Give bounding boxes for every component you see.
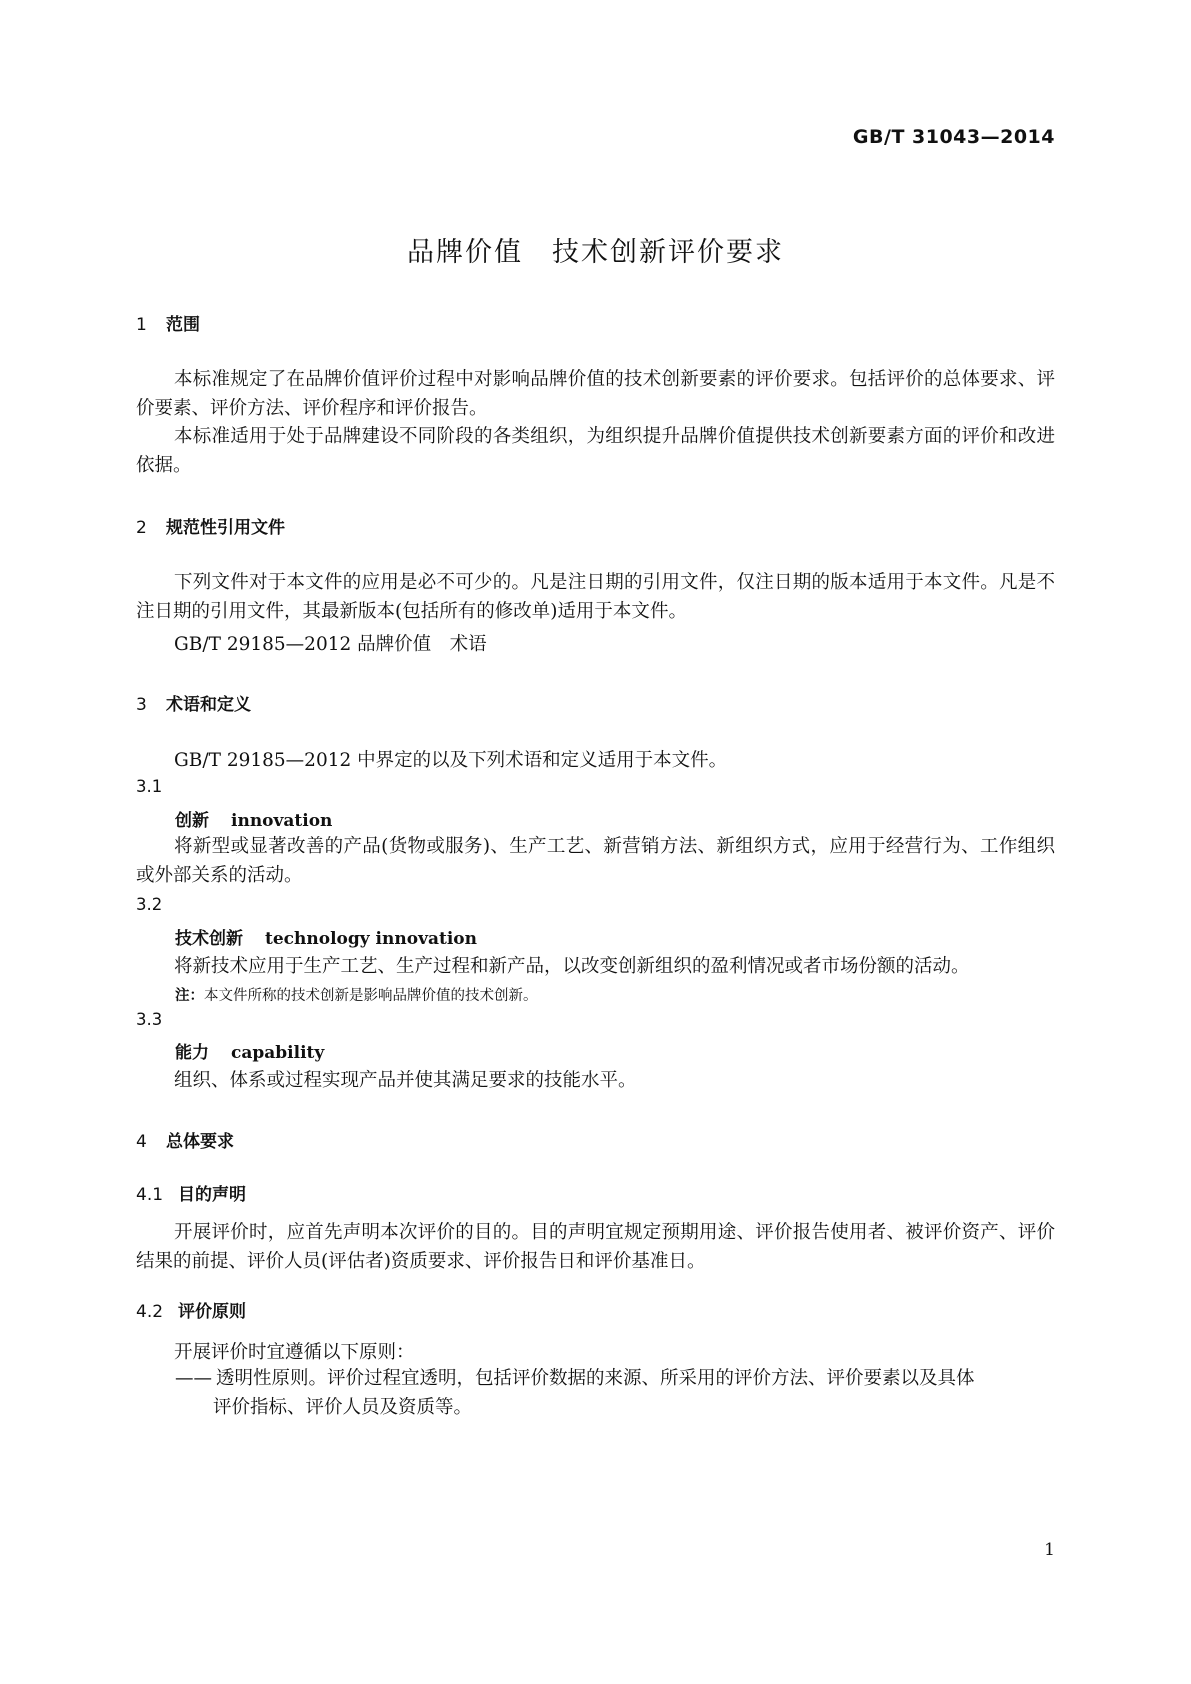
standard-code: GB/T 31043—2014 <box>852 126 1055 148</box>
note-text: 本文件所称的技术创新是影响品牌价值的技术创新。 <box>204 988 538 1004</box>
section-4-heading <box>136 1127 234 1152</box>
section-number: 4 <box>136 1132 147 1152</box>
section-title: 范围 <box>166 315 200 335</box>
subsection-number: 4.2 <box>136 1302 164 1322</box>
term-number: 3.2 <box>136 895 163 914</box>
term-zh: 创新 <box>175 811 209 831</box>
term-number: 3.1 <box>136 777 163 796</box>
subsection-4-1-heading <box>136 1180 246 1205</box>
term-number: 3.3 <box>136 1010 163 1029</box>
section-2-heading <box>136 513 285 538</box>
list-item-continuation: 评价指标、评价人员及资质等。 <box>213 1397 473 1418</box>
subsection-title: 目的声明 <box>178 1185 246 1205</box>
term-definition: 将新型或显著改善的产品(货物或服务)、生产工艺、新营销方法、新组织方式，应用于经营行为、工作组织或外部关系的活动。 <box>136 836 1055 886</box>
term-en: innovation <box>231 811 333 831</box>
section-number: 1 <box>136 315 147 335</box>
term-name <box>175 924 477 949</box>
term-name <box>175 806 332 831</box>
terms-intro: GB/T 29185—2012 中界定的以及下列术语和定义适用于本文件。 <box>174 750 728 771</box>
section-3-heading <box>136 690 251 715</box>
section-2-paragraph-1: 下列文件对于本文件的应用是必不可少的。凡是注日期的引用文件，仅注日期的版本适用于本文件。凡是不注日期的引用文件，其最新版本(包括所有的修改单)适用于本文件。 <box>136 572 1055 622</box>
term-en: technology innovation <box>265 929 477 949</box>
section-title: 规范性引用文件 <box>166 518 285 538</box>
subsection-4-1-paragraph: 开展评价时，应首先声明本次评价的目的。目的声明宜规定预期用途、评价报告使用者、被评价资产、评价结果的前提、评价人员(评估者)资质要求、评价报告日和评价基准日。 <box>136 1222 1055 1272</box>
document-title: 品牌价值 技术创新评价要求 <box>407 237 784 268</box>
page-number: 1 <box>1044 1540 1055 1560</box>
list-dash: —— <box>175 1368 212 1389</box>
note-label: 注： <box>175 988 204 1004</box>
section-1-paragraph-1: 本标准规定了在品牌价值评价过程中对影响品牌价值的技术创新要素的评价要求。包括评价的总体要求、评价要素、评价方法、评价程序和评价报告。 <box>136 369 1055 419</box>
term-definition: 将新技术应用于生产工艺、生产过程和新产品，以改变创新组织的盈利情况或者市场份额的活动。 <box>174 956 970 977</box>
term-definition: 组织、体系或过程实现产品并使其满足要求的技能水平。 <box>174 1070 637 1091</box>
section-title: 术语和定义 <box>166 695 251 715</box>
term-note <box>175 984 538 1005</box>
subsection-title: 评价原则 <box>178 1302 246 1322</box>
term-en: capability <box>231 1043 325 1063</box>
term-name <box>175 1038 324 1063</box>
term-zh: 能力 <box>175 1043 209 1063</box>
term-zh: 技术创新 <box>175 929 243 949</box>
subsection-4-2-heading <box>136 1297 246 1322</box>
section-1-paragraph-2: 本标准适用于处于品牌建设不同阶段的各类组织，为组织提升品牌价值提供技术创新要素方面的评价和改进依据。 <box>136 426 1055 476</box>
section-1-heading <box>136 310 200 335</box>
principles-intro: 开展评价时宜遵循以下原则： <box>174 1342 415 1363</box>
list-item <box>175 1364 1055 1422</box>
normative-reference: GB/T 29185—2012 品牌价值 术语 <box>174 634 487 655</box>
list-item-text: 透明性原则。评价过程宜透明，包括评价数据的来源、所采用的评价方法、评价要素以及具体 <box>216 1368 975 1389</box>
section-number: 3 <box>136 695 147 715</box>
subsection-number: 4.1 <box>136 1185 164 1205</box>
section-title: 总体要求 <box>166 1132 234 1152</box>
section-number: 2 <box>136 518 147 538</box>
